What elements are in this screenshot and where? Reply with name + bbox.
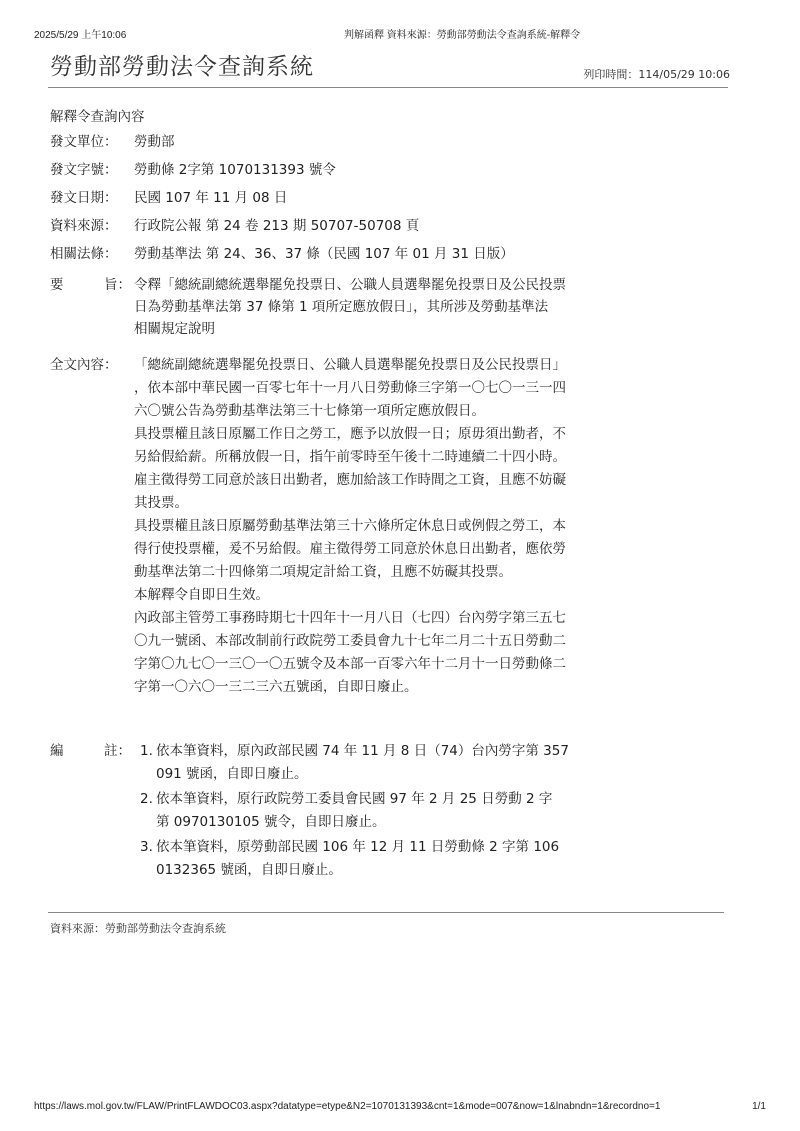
fulltext-line: 六〇號公告為勞動基準法第三十七條第一項所定應放假日。 [134,403,485,419]
note-number: 3. [140,839,153,855]
fulltext-line: 動基準法第二十四條第二項規定計給工資，且應不妨礙其投票。 [134,564,512,580]
notes-label-part1: 編 [50,743,64,759]
fulltext-line: 本解釋令自即日生效。 [134,587,269,603]
source-label: 資料來源： [50,218,118,234]
page-number: 1/1 [752,1101,766,1112]
notes-label-part2: 註： [104,743,131,759]
header-divider [48,87,728,88]
fulltext-line: 另給假給薪。所稱放假一日，指午前零時至午後十二時連續二十四小時。 [134,449,566,465]
source-footer: 資料來源：勞動部勞動法令查詢系統 [50,922,226,935]
fulltext-label: 全文內容： [50,357,118,373]
note-item [140,836,670,882]
note-item [140,788,670,834]
source-value: 行政院公報 第 24 卷 213 期 50707-50708 頁 [134,218,420,234]
summary-value [134,274,670,340]
page-url: https://laws.mol.gov.tw/FLAW/PrintFLAWDOC03.aspx?datatype=etype&N2=1070131393&cnt=1&mode=007&now=1&lnabndn=1&recordno=1 [34,1101,661,1112]
fulltext-line: ，依本部中華民國一百零七年十一月八日勞動條三字第一〇七〇一三一四 [134,380,566,396]
issuer-value: 勞動部 [134,134,175,150]
note-line: 091 號函，自即日廢止。 [156,766,308,782]
note-text [156,836,559,882]
note-text [156,788,552,834]
issue-date-value: 民國 107 年 11 月 08 日 [134,190,288,206]
fulltext-line: 〇九一號函、本部改制前行政院勞工委員會九十七年二月二十五日勞動二 [134,633,566,649]
fulltext-section [50,354,670,699]
fulltext-line: 具投票權且該日原屬工作日之勞工，應予以放假一日；原毋須出勤者，不 [134,426,566,442]
summary-row [50,274,670,340]
note-line: 0132365 號函，自即日廢止。 [156,862,342,878]
fulltext-line: 字第〇九七〇一三〇一〇五號令及本部一百零六年十二月十一日勞動條二 [134,656,566,672]
fulltext-line: 得行使投票權，爰不另給假。雇主徵得勞工同意於休息日出勤者，應依勞 [134,541,566,557]
print-header [34,26,766,40]
summary-label [50,274,134,340]
source-row [50,215,670,237]
print-page-title: 判解函釋 資料來源：勞動部勞動法令查詢系統-解釋令 [344,30,581,41]
doc-number-value: 勞動條 2字第 1070131393 號令 [134,162,336,178]
footer-divider [48,912,724,913]
doc-number-row [50,159,670,181]
summary-line: 相關規定說明 [134,321,215,337]
related-law-row [50,243,670,265]
note-number: 1. [140,743,153,759]
issuer-label: 發文單位： [50,134,118,150]
note-number: 2. [140,791,153,807]
note-line: 依本筆資料，原勞動部民國 106 年 12 月 11 日勞動條 2 字第 106 [156,839,560,855]
related-law-label: 相關法條： [50,246,118,262]
summary-line: 日為勞動基準法第 37 條第 1 項所定應放假日」，其所涉及勞動基準法 [134,299,549,315]
summary-line: 令釋「總統副總統選舉罷免投票日、公職人員選舉罷免投票日及公民投票 [134,277,566,293]
print-date: 2025/5/29 上午10:06 [34,30,127,41]
summary-label-part2: 旨： [104,277,131,293]
issuer-row [50,131,670,153]
notes-label [50,740,140,884]
fulltext-line: 「總統副總統選舉罷免投票日、公職人員選舉罷免投票日及公民投票日」 [134,357,566,373]
print-time: 列印時間：114/05/29 10:06 [583,68,730,81]
fulltext-line: 其投票。 [134,495,188,511]
related-law-value: 勞動基準法 第 24、36、37 條（民國 107 年 01 月 31 日版） [134,246,514,262]
issue-date-label: 發文日期： [50,190,118,206]
fulltext-line: 雇主徵得勞工同意於該日出勤者，應加給該工作時間之工資，且應不妨礙 [134,472,566,488]
note-text [156,740,569,786]
notes-list [140,740,670,884]
summary-label-part1: 要 [50,277,64,293]
note-line: 依本筆資料，原內政部民國 74 年 11 月 8 日（74）台內勞字第 357 [156,743,569,759]
section-title: 解釋令查詢內容 [50,109,145,125]
doc-number-label: 發文字號： [50,162,118,178]
fulltext-line: 內政部主管勞工事務時期七十四年十一月八日（七四）台內勞字第三五七 [134,610,566,626]
note-line: 第 0970130105 號令，自即日廢止。 [156,814,386,830]
issue-date-row [50,187,670,209]
fulltext-body [134,354,670,699]
notes-section [50,740,670,884]
note-item [140,740,670,786]
note-line: 依本筆資料，原行政院勞工委員會民國 97 年 2 月 25 日勞動 2 字 [156,791,553,807]
fulltext-line: 具投票權且該日原屬勞動基準法第三十六條所定休息日或例假之勞工，本 [134,518,566,534]
site-title: 勞動部勞動法令查詢系統 [50,54,314,80]
fulltext-line: 字第一〇六〇一三二三六五號函，自即日廢止。 [134,679,418,695]
